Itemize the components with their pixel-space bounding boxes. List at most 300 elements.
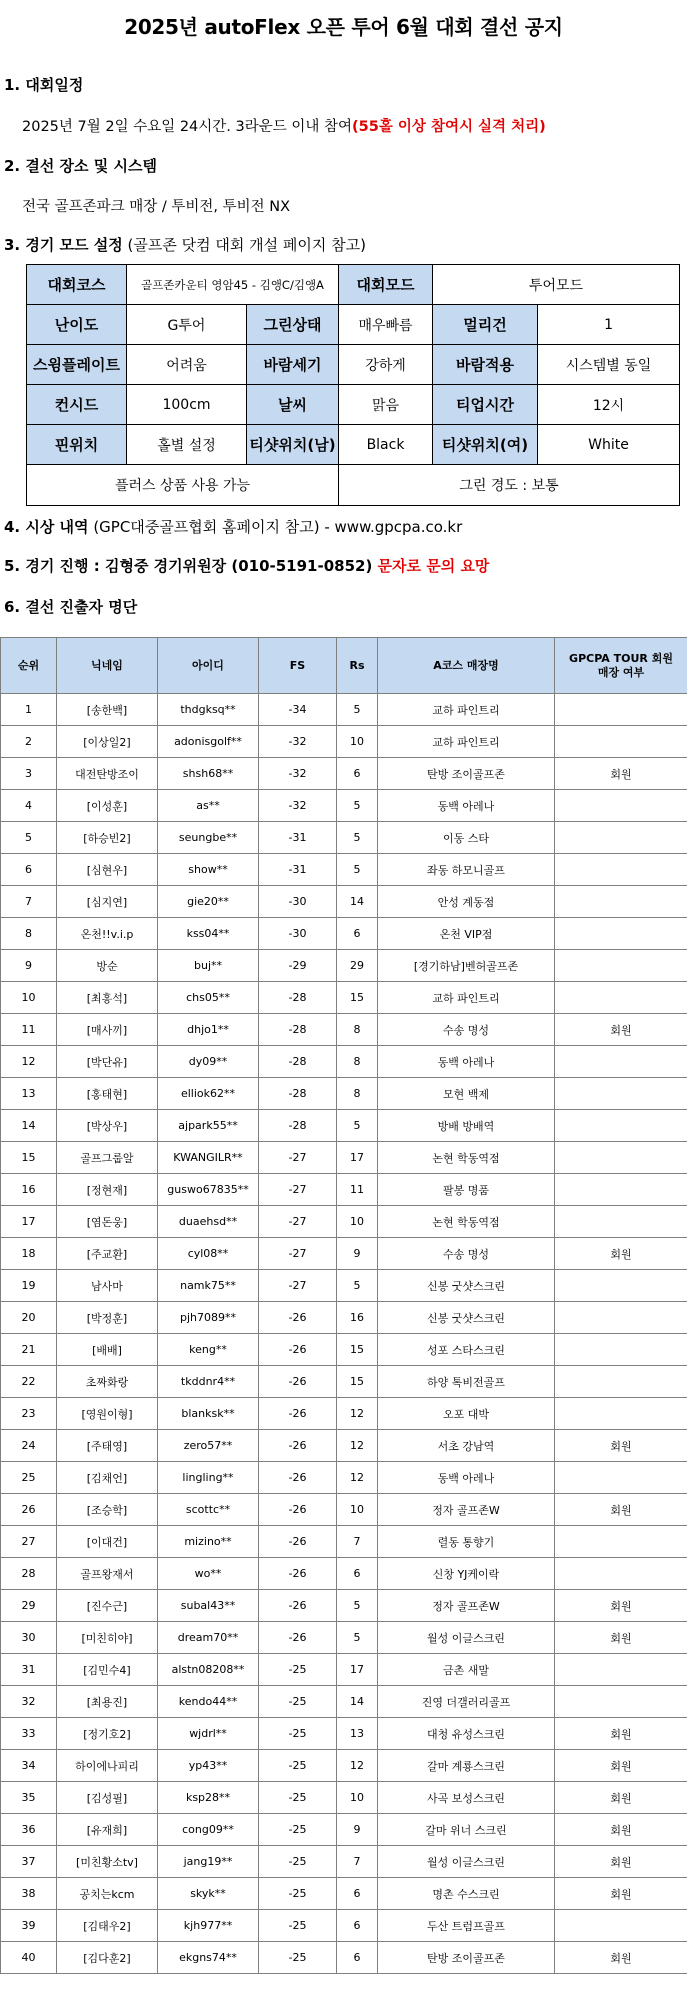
store-cell: 교하 파인트리 (378, 982, 555, 1014)
nickname-cell: [김성필] (57, 1782, 158, 1814)
id-cell: elliok62** (158, 1078, 259, 1110)
nickname-cell: 골프그룹알 (57, 1142, 158, 1174)
store-cell: 정자 골프존W (378, 1590, 555, 1622)
nickname-cell: [박단유] (57, 1046, 158, 1078)
section-schedule-heading: 1. 대회일정 (4, 76, 84, 94)
contact-warning: 문자로 문의 요망 (377, 557, 490, 575)
game-settings-table (26, 264, 680, 506)
id-cell: skyk** (158, 1878, 259, 1910)
member-cell (555, 1462, 687, 1494)
rank-cell: 38 (1, 1878, 57, 1910)
member-cell: 회원 (555, 1494, 687, 1526)
store-cell: 정자 골프존W (378, 1494, 555, 1526)
section-prize-heading (4, 516, 462, 537)
rank-cell: 3 (1, 758, 57, 790)
rank-header: 순위 (1, 638, 57, 694)
table-row (1, 822, 687, 854)
mode-heading-label: 3. 경기 모드 설정 (4, 236, 123, 254)
section-contact-heading (4, 555, 489, 576)
fs-header: FS (259, 638, 337, 694)
id-cell: kjh977** (158, 1910, 259, 1942)
store-cell: 방배 방배역 (378, 1110, 555, 1142)
section-finalists-heading: 6. 결선 진출자 명단 (4, 598, 138, 616)
store-cell: 모현 백제 (378, 1078, 555, 1110)
store-cell: 월성 이글스크린 (378, 1846, 555, 1878)
nickname-cell: [미친황소tv] (57, 1846, 158, 1878)
rank-cell: 22 (1, 1366, 57, 1398)
id-cell: thdgksq** (158, 694, 259, 726)
member-cell (555, 1398, 687, 1430)
fs-cell: -32 (259, 758, 337, 790)
table-row (1, 1142, 687, 1174)
nickname-cell: [김민수4] (57, 1654, 158, 1686)
setting-tee-women-header: 티샷위치(여) (433, 425, 538, 465)
store-cell: 갈마 계룡스크린 (378, 1750, 555, 1782)
store-cell: 명촌 수스크린 (378, 1878, 555, 1910)
nickname-cell: [최홍석] (57, 982, 158, 1014)
rank-cell: 23 (1, 1398, 57, 1430)
table-row (1, 1494, 687, 1526)
setting-tee-men-value: Black (339, 425, 433, 465)
nickname-cell: [정현재] (57, 1174, 158, 1206)
setting-weather-value: 맑음 (339, 385, 433, 425)
nickname-cell: 남사마 (57, 1270, 158, 1302)
setting-difficulty-value: G투어 (127, 305, 247, 345)
rank-cell: 21 (1, 1334, 57, 1366)
member-cell (555, 1174, 687, 1206)
fs-cell: -25 (259, 1782, 337, 1814)
prize-heading-label: 4. 시상 내역 (4, 518, 89, 536)
fs-cell: -30 (259, 918, 337, 950)
id-cell: wo** (158, 1558, 259, 1590)
id-cell: mizino** (158, 1526, 259, 1558)
member-cell (555, 1558, 687, 1590)
table-row (1, 1814, 687, 1846)
member-cell (555, 1910, 687, 1942)
member-cell: 회원 (555, 758, 687, 790)
store-cell: 교하 파인트리 (378, 726, 555, 758)
store-cell: 수송 명성 (378, 1014, 555, 1046)
finalists-table-body (1, 694, 687, 1974)
table-row (1, 1910, 687, 1942)
setting-teetime-value: 12시 (538, 385, 680, 425)
rank-cell: 11 (1, 1014, 57, 1046)
member-cell: 회원 (555, 1430, 687, 1462)
rs-cell: 10 (337, 1782, 378, 1814)
store-cell: 논현 학동역점 (378, 1206, 555, 1238)
section-venue-heading: 2. 결선 장소 및 시스템 (4, 157, 157, 175)
nickname-cell: [진수근] (57, 1590, 158, 1622)
fs-cell: -25 (259, 1942, 337, 1974)
nickname-cell: [심지연] (57, 886, 158, 918)
rs-cell: 7 (337, 1846, 378, 1878)
rs-cell: 5 (337, 1622, 378, 1654)
store-cell: 갈마 위너 스크린 (378, 1814, 555, 1846)
rs-cell: 6 (337, 1910, 378, 1942)
rs-cell: 5 (337, 1270, 378, 1302)
setting-difficulty-header: 난이도 (27, 305, 127, 345)
rs-cell: 17 (337, 1142, 378, 1174)
table-row (1, 1846, 687, 1878)
nickname-header: 닉네임 (57, 638, 158, 694)
id-cell: wjdrl** (158, 1718, 259, 1750)
fs-cell: -28 (259, 1078, 337, 1110)
id-cell: cong09** (158, 1814, 259, 1846)
nickname-cell: [이대건] (57, 1526, 158, 1558)
member-cell (555, 1302, 687, 1334)
store-header: A코스 매장명 (378, 638, 555, 694)
table-row (1, 1526, 687, 1558)
store-cell: 수송 명성 (378, 1238, 555, 1270)
finalists-table (0, 637, 687, 1974)
fs-cell: -26 (259, 1302, 337, 1334)
nickname-cell: [주교환] (57, 1238, 158, 1270)
setting-tee-women-value: White (538, 425, 680, 465)
id-cell: tkddnr4** (158, 1366, 259, 1398)
table-row (1, 1398, 687, 1430)
id-cell: gie20** (158, 886, 259, 918)
fs-cell: -26 (259, 1558, 337, 1590)
fs-cell: -26 (259, 1494, 337, 1526)
rank-cell: 40 (1, 1942, 57, 1974)
rs-cell: 5 (337, 854, 378, 886)
table-row (1, 1078, 687, 1110)
table-row (1, 1174, 687, 1206)
member-cell (555, 1270, 687, 1302)
setting-pin-value: 홀별 설정 (127, 425, 247, 465)
table-row (1, 854, 687, 886)
member-cell: 회원 (555, 1718, 687, 1750)
rank-cell: 25 (1, 1462, 57, 1494)
table-row (1, 1270, 687, 1302)
setting-wind-apply-value: 시스템별 동일 (538, 345, 680, 385)
table-row (1, 1750, 687, 1782)
nickname-cell: [유재희] (57, 1814, 158, 1846)
rs-cell: 6 (337, 1878, 378, 1910)
finalists-header-row (1, 638, 687, 694)
fs-cell: -27 (259, 1270, 337, 1302)
store-cell: 오포 대박 (378, 1398, 555, 1430)
table-row (1, 1334, 687, 1366)
id-cell: dream70** (158, 1622, 259, 1654)
store-cell: 신봉 굿샷스크린 (378, 1270, 555, 1302)
table-row (1, 886, 687, 918)
id-cell: adonisgolf** (158, 726, 259, 758)
id-cell: buj** (158, 950, 259, 982)
rank-cell: 1 (1, 694, 57, 726)
schedule-warning: (55홀 이상 참여시 실격 처리) (352, 119, 546, 135)
id-cell: ekgns74** (158, 1942, 259, 1974)
setting-teetime-header: 티업시간 (433, 385, 538, 425)
member-cell (555, 1334, 687, 1366)
rank-cell: 12 (1, 1046, 57, 1078)
table-row (1, 918, 687, 950)
member-cell (555, 822, 687, 854)
fs-cell: -27 (259, 1238, 337, 1270)
setting-green-header: 그린상태 (247, 305, 339, 345)
fs-cell: -26 (259, 1334, 337, 1366)
section-mode-heading (4, 234, 366, 255)
table-row (1, 1430, 687, 1462)
id-cell: duaehsd** (158, 1206, 259, 1238)
rank-cell: 39 (1, 1910, 57, 1942)
rank-cell: 27 (1, 1526, 57, 1558)
store-cell: 렬동 통향기 (378, 1526, 555, 1558)
nickname-cell: 골프왕재서 (57, 1558, 158, 1590)
id-cell: dhjo1** (158, 1014, 259, 1046)
setting-wind-apply-header: 바람적용 (433, 345, 538, 385)
nickname-cell: [이성훈] (57, 790, 158, 822)
rank-cell: 36 (1, 1814, 57, 1846)
rank-cell: 14 (1, 1110, 57, 1142)
member-cell (555, 1366, 687, 1398)
table-row (1, 1014, 687, 1046)
setting-tee-men-header: 티샷위치(남) (247, 425, 339, 465)
id-cell: KWANGILR** (158, 1142, 259, 1174)
nickname-cell: [미친히야] (57, 1622, 158, 1654)
rs-cell: 8 (337, 1046, 378, 1078)
rank-cell: 33 (1, 1718, 57, 1750)
table-row (1, 1878, 687, 1910)
fs-cell: -27 (259, 1142, 337, 1174)
id-cell: cyl08** (158, 1238, 259, 1270)
table-row (1, 1110, 687, 1142)
fs-cell: -29 (259, 950, 337, 982)
nickname-cell: [김태우2] (57, 1910, 158, 1942)
member-cell (555, 854, 687, 886)
id-cell: kendo44** (158, 1686, 259, 1718)
setting-course-header: 대회코스 (27, 265, 127, 305)
setting-wind-header: 바람세기 (247, 345, 339, 385)
section-venue-text: 전국 골프존파크 매장 / 투비전, 투비전 NX (22, 199, 291, 215)
rank-cell: 26 (1, 1494, 57, 1526)
id-cell: shsh68** (158, 758, 259, 790)
rs-cell: 11 (337, 1174, 378, 1206)
id-cell: as** (158, 790, 259, 822)
rs-cell: 9 (337, 1238, 378, 1270)
member-cell: 회원 (555, 1014, 687, 1046)
store-cell: 동백 아레나 (378, 1046, 555, 1078)
store-cell: 서초 강남역 (378, 1430, 555, 1462)
table-row (1, 726, 687, 758)
store-cell: 사곡 보성스크린 (378, 1782, 555, 1814)
nickname-cell: [정기호2] (57, 1718, 158, 1750)
table-row (1, 758, 687, 790)
member-cell (555, 1686, 687, 1718)
rank-cell: 19 (1, 1270, 57, 1302)
member-cell (555, 1046, 687, 1078)
rank-cell: 30 (1, 1622, 57, 1654)
store-cell: 팔봉 명품 (378, 1174, 555, 1206)
page-title: 2025년 autoFlex 오픈 투어 6월 대회 결선 공지 (124, 15, 563, 39)
setting-course-value: 골프존카운티 영암45 - 김앵C/김앵A (127, 265, 339, 305)
setting-concede-value: 100cm (127, 385, 247, 425)
section-schedule-text (22, 115, 546, 136)
nickname-cell: [이상일2] (57, 726, 158, 758)
rs-cell: 12 (337, 1462, 378, 1494)
fs-cell: -31 (259, 854, 337, 886)
member-cell (555, 1078, 687, 1110)
rank-cell: 34 (1, 1750, 57, 1782)
rank-cell: 15 (1, 1142, 57, 1174)
nickname-cell: 방순 (57, 950, 158, 982)
member-cell: 회원 (555, 1782, 687, 1814)
store-cell: 교하 파인트리 (378, 694, 555, 726)
id-cell: zero57** (158, 1430, 259, 1462)
fs-cell: -25 (259, 1750, 337, 1782)
member-cell (555, 1526, 687, 1558)
table-row (1, 950, 687, 982)
rs-cell: 29 (337, 950, 378, 982)
id-cell: kss04** (158, 918, 259, 950)
setting-plus-product: 플러스 상품 사용 가능 (27, 465, 339, 506)
rs-cell: 6 (337, 1942, 378, 1974)
rs-cell: 9 (337, 1814, 378, 1846)
rs-cell: 5 (337, 694, 378, 726)
table-row (1, 1302, 687, 1334)
rs-cell: 16 (337, 1302, 378, 1334)
rank-cell: 35 (1, 1782, 57, 1814)
rank-cell: 37 (1, 1846, 57, 1878)
fs-cell: -27 (259, 1174, 337, 1206)
setting-swing-header: 스윙플레이트 (27, 345, 127, 385)
id-cell: chs05** (158, 982, 259, 1014)
id-cell: scottc** (158, 1494, 259, 1526)
nickname-cell: [조승학] (57, 1494, 158, 1526)
table-row (1, 1782, 687, 1814)
table-row (1, 1558, 687, 1590)
member-cell (555, 982, 687, 1014)
rs-cell: 8 (337, 1014, 378, 1046)
fs-cell: -26 (259, 1590, 337, 1622)
rank-cell: 24 (1, 1430, 57, 1462)
fs-cell: -27 (259, 1206, 337, 1238)
setting-mulligan-header: 멀리건 (433, 305, 538, 345)
prize-heading-note: (GPC대중골프협회 홈페이지 참고) - www.gpcpa.co.kr (88, 518, 463, 536)
nickname-cell: 공치는kcm (57, 1878, 158, 1910)
rank-cell: 4 (1, 790, 57, 822)
fs-cell: -28 (259, 1046, 337, 1078)
id-cell: lingling** (158, 1462, 259, 1494)
rs-cell: 12 (337, 1398, 378, 1430)
rs-cell: 13 (337, 1718, 378, 1750)
fs-cell: -26 (259, 1430, 337, 1462)
rank-cell: 7 (1, 886, 57, 918)
nickname-cell: [최용진] (57, 1686, 158, 1718)
member-cell: 회원 (555, 1878, 687, 1910)
table-row (1, 1462, 687, 1494)
table-row (1, 1942, 687, 1974)
rs-cell: 7 (337, 1526, 378, 1558)
rank-cell: 32 (1, 1686, 57, 1718)
rs-cell: 5 (337, 1590, 378, 1622)
id-cell: alstn08208** (158, 1654, 259, 1686)
nickname-cell: [염돈웅] (57, 1206, 158, 1238)
member-header: GPCPA TOUR 회원 매장 여부 (555, 638, 687, 694)
store-cell: 금촌 새말 (378, 1654, 555, 1686)
nickname-cell: [하승빈2] (57, 822, 158, 854)
nickname-cell: [홍태현] (57, 1078, 158, 1110)
rs-cell: 14 (337, 1686, 378, 1718)
rank-cell: 28 (1, 1558, 57, 1590)
table-row (1, 1238, 687, 1270)
id-cell: blanksk** (158, 1398, 259, 1430)
rs-cell: 5 (337, 822, 378, 854)
store-cell: 탄방 조이골프존 (378, 1942, 555, 1974)
fs-cell: -25 (259, 1718, 337, 1750)
schedule-text: 2025년 7월 2일 수요일 24시간. 3라운드 이내 참여 (22, 119, 353, 135)
member-cell (555, 1142, 687, 1174)
fs-cell: -25 (259, 1846, 337, 1878)
rs-cell: 12 (337, 1750, 378, 1782)
rank-cell: 18 (1, 1238, 57, 1270)
rs-cell: 5 (337, 1110, 378, 1142)
id-cell: pjh7089** (158, 1302, 259, 1334)
id-cell: ksp28** (158, 1782, 259, 1814)
nickname-cell: 하이에나피리 (57, 1750, 158, 1782)
rank-cell: 17 (1, 1206, 57, 1238)
fs-cell: -25 (259, 1910, 337, 1942)
fs-cell: -28 (259, 982, 337, 1014)
member-cell (555, 950, 687, 982)
nickname-cell: [박상우] (57, 1110, 158, 1142)
rs-header: Rs (337, 638, 378, 694)
nickname-cell: 대전탄방조이 (57, 758, 158, 790)
mode-heading-note: (골프존 닷컴 대회 개설 페이지 참고) (122, 236, 366, 254)
contact-heading-label: 5. 경기 진행 : 김형중 경기위원장 (010-5191-0852) (4, 557, 378, 575)
rank-cell: 5 (1, 822, 57, 854)
store-cell: 이동 스타 (378, 822, 555, 854)
rs-cell: 15 (337, 982, 378, 1014)
store-cell: 성포 스타스크린 (378, 1334, 555, 1366)
store-cell: 대청 유성스크린 (378, 1718, 555, 1750)
setting-pin-header: 핀위치 (27, 425, 127, 465)
member-cell (555, 1110, 687, 1142)
member-cell: 회원 (555, 1590, 687, 1622)
setting-mode-header: 대회모드 (339, 265, 433, 305)
fs-cell: -26 (259, 1462, 337, 1494)
setting-green-value: 매우빠름 (339, 305, 433, 345)
table-row (1, 1718, 687, 1750)
rank-cell: 16 (1, 1174, 57, 1206)
fs-cell: -25 (259, 1686, 337, 1718)
id-cell: show** (158, 854, 259, 886)
member-cell: 회원 (555, 1622, 687, 1654)
table-row (1, 1654, 687, 1686)
id-header: 아이디 (158, 638, 259, 694)
id-cell: subal43** (158, 1590, 259, 1622)
setting-mode-value: 투어모드 (433, 265, 680, 305)
id-cell: dy09** (158, 1046, 259, 1078)
store-cell: 좌동 하모니골프 (378, 854, 555, 886)
id-cell: keng** (158, 1334, 259, 1366)
member-cell (555, 918, 687, 950)
member-cell: 회원 (555, 1942, 687, 1974)
table-row (1, 1622, 687, 1654)
store-cell: 온천 VIP점 (378, 918, 555, 950)
rank-cell: 29 (1, 1590, 57, 1622)
rs-cell: 6 (337, 1558, 378, 1590)
table-row (1, 1046, 687, 1078)
store-cell: 논현 학동역점 (378, 1142, 555, 1174)
rs-cell: 15 (337, 1334, 378, 1366)
rank-cell: 10 (1, 982, 57, 1014)
setting-wind-value: 강하게 (339, 345, 433, 385)
store-cell: 하양 톡비전골프 (378, 1366, 555, 1398)
nickname-cell: [박정훈] (57, 1302, 158, 1334)
nickname-cell: [영원이형] (57, 1398, 158, 1430)
store-cell: 동백 아레나 (378, 1462, 555, 1494)
